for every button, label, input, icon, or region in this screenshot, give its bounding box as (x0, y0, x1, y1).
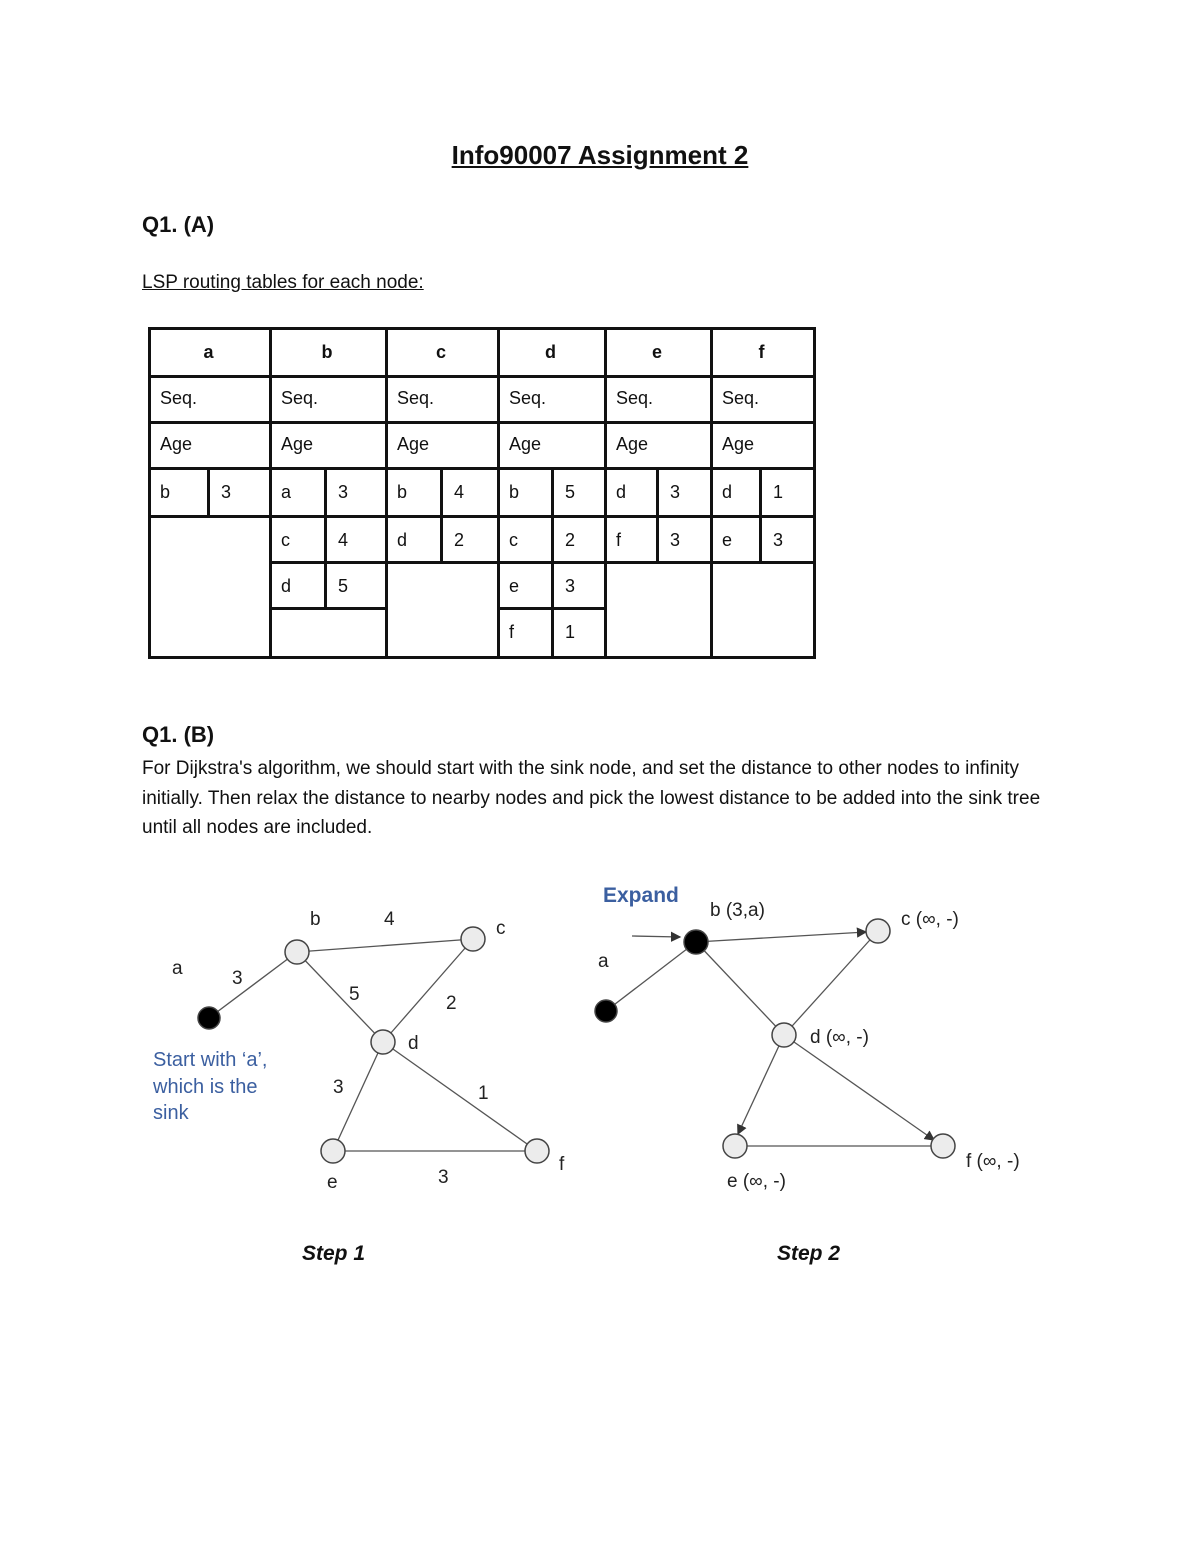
node2-e (723, 1134, 747, 1158)
edge2-b-d (696, 942, 784, 1035)
lsp-cost: 3 (670, 482, 681, 502)
age-label: Age (397, 434, 430, 454)
age-label: Age (160, 434, 193, 454)
lsp-neighbor: b (397, 482, 408, 502)
lsp-neighbor: f (616, 530, 622, 550)
node2-label-b: b (3,a) (710, 900, 765, 921)
node-label-b: b (310, 909, 321, 930)
lsp-cost: 2 (565, 530, 576, 550)
node2-d (772, 1023, 796, 1047)
lsp-cost: 5 (565, 482, 576, 502)
edge-b-c (297, 939, 473, 952)
lsp-cost: 1 (565, 622, 576, 642)
node2-c (866, 919, 890, 943)
node2-f (931, 1134, 955, 1158)
node2-label-f: f (∞, -) (966, 1151, 1020, 1172)
seq-label: Seq. (160, 388, 198, 408)
lsp-cost: 3 (670, 530, 681, 550)
q1b-heading: Q1. (B) (142, 722, 215, 747)
expand-label: Expand (603, 884, 679, 907)
node-c (461, 927, 485, 951)
edge-a-b (209, 952, 297, 1018)
edge-weight-ab: 3 (232, 968, 243, 989)
step1-caption: Step 1 (302, 1242, 366, 1265)
seq-label: Seq. (616, 388, 654, 408)
edge-c-d (383, 939, 473, 1042)
edge2-d-e (738, 1035, 784, 1134)
node-label-e: e (327, 1172, 338, 1193)
lsp-cost: 3 (773, 530, 784, 550)
node-d (371, 1030, 395, 1054)
seq-label: Seq. (722, 388, 760, 408)
lsp-neighbor: e (509, 576, 520, 596)
table-header-d: d (545, 342, 556, 362)
node-e (321, 1139, 345, 1163)
node-b (285, 940, 309, 964)
q1a-heading: Q1. (A) (142, 212, 215, 237)
lsp-cost: 3 (221, 482, 232, 502)
node-label-c: c (496, 918, 506, 939)
node-a (198, 1007, 220, 1029)
document-title: Info90007 Assignment 2 (451, 140, 749, 170)
age-label: Age (281, 434, 314, 454)
node2-b (684, 930, 708, 954)
node2-label-e: e (∞, -) (727, 1171, 786, 1192)
lsp-cost: 2 (454, 530, 465, 550)
table-header-b: b (321, 342, 333, 362)
table-header-a: a (203, 342, 214, 362)
dijkstra-graph-step2 (595, 884, 1020, 1192)
node2-label-d: d (∞, -) (810, 1027, 869, 1048)
lsp-neighbor: d (616, 482, 627, 502)
expand-arrow (632, 936, 680, 937)
edge2-a-b (606, 942, 696, 1011)
seq-label: Seq. (509, 388, 547, 408)
node-label-d: d (408, 1033, 419, 1054)
lsp-cost: 3 (565, 576, 576, 596)
lsp-table-caption: LSP routing tables for each node: (142, 272, 424, 293)
node-label-a: a (172, 958, 183, 979)
q1b-paragraph: For Dijkstra's algorithm, we should start with the sink node, and set the distance to other nodes to infinity initially. Then relax the distance to nearby nodes and pick the lowest distance to be added into the sink tree until all nodes are included. (142, 758, 1041, 838)
table-header-e: e (651, 342, 662, 362)
lsp-cost: 5 (338, 576, 349, 596)
edge-weight-ef: 3 (438, 1167, 449, 1188)
seq-label: Seq. (281, 388, 319, 408)
table-header-f: f (758, 342, 765, 362)
lsp-neighbor: c (509, 530, 518, 550)
node-f (525, 1139, 549, 1163)
table-header-c: c (435, 342, 446, 362)
lsp-neighbor: b (509, 482, 520, 502)
edge-d-f (383, 1042, 537, 1151)
age-label: Age (509, 434, 542, 454)
age-label: Age (616, 434, 649, 454)
edge2-b-c (696, 932, 866, 942)
lsp-neighbor: c (281, 530, 290, 550)
lsp-cost: 4 (454, 482, 465, 502)
node2-label-c: c (∞, -) (901, 909, 959, 930)
edge2-c-d (784, 931, 878, 1035)
lsp-cost: 3 (338, 482, 349, 502)
lsp-neighbor: b (160, 482, 171, 502)
lsp-cost: 4 (338, 530, 349, 550)
edge-weight-de: 3 (333, 1077, 344, 1098)
lsp-neighbor: d (281, 576, 292, 596)
age-label: Age (722, 434, 755, 454)
step2-caption: Step 2 (777, 1242, 841, 1265)
seq-label: Seq. (397, 388, 435, 408)
edge-weight-bd: 5 (349, 984, 360, 1005)
sink-annotation-line3: sink (153, 1102, 189, 1124)
sink-annotation-line1: Start with ‘a’, (153, 1049, 268, 1071)
lsp-neighbor: a (281, 482, 292, 502)
lsp-neighbor: d (397, 530, 408, 550)
sink-annotation-line2: which is the (153, 1076, 258, 1098)
edge2-d-f (784, 1035, 934, 1140)
lsp-cost: 1 (773, 482, 784, 502)
node-label-f: f (559, 1154, 565, 1175)
edge-weight-bc: 4 (384, 909, 395, 930)
lsp-neighbor: d (722, 482, 733, 502)
edge-weight-cd: 2 (446, 993, 457, 1014)
node2-a (595, 1000, 617, 1022)
edge-b-d (297, 952, 383, 1042)
lsp-neighbor: f (509, 622, 515, 642)
edge-weight-df: 1 (478, 1083, 489, 1104)
node2-label-a: a (598, 951, 609, 972)
lsp-neighbor: e (722, 530, 733, 550)
